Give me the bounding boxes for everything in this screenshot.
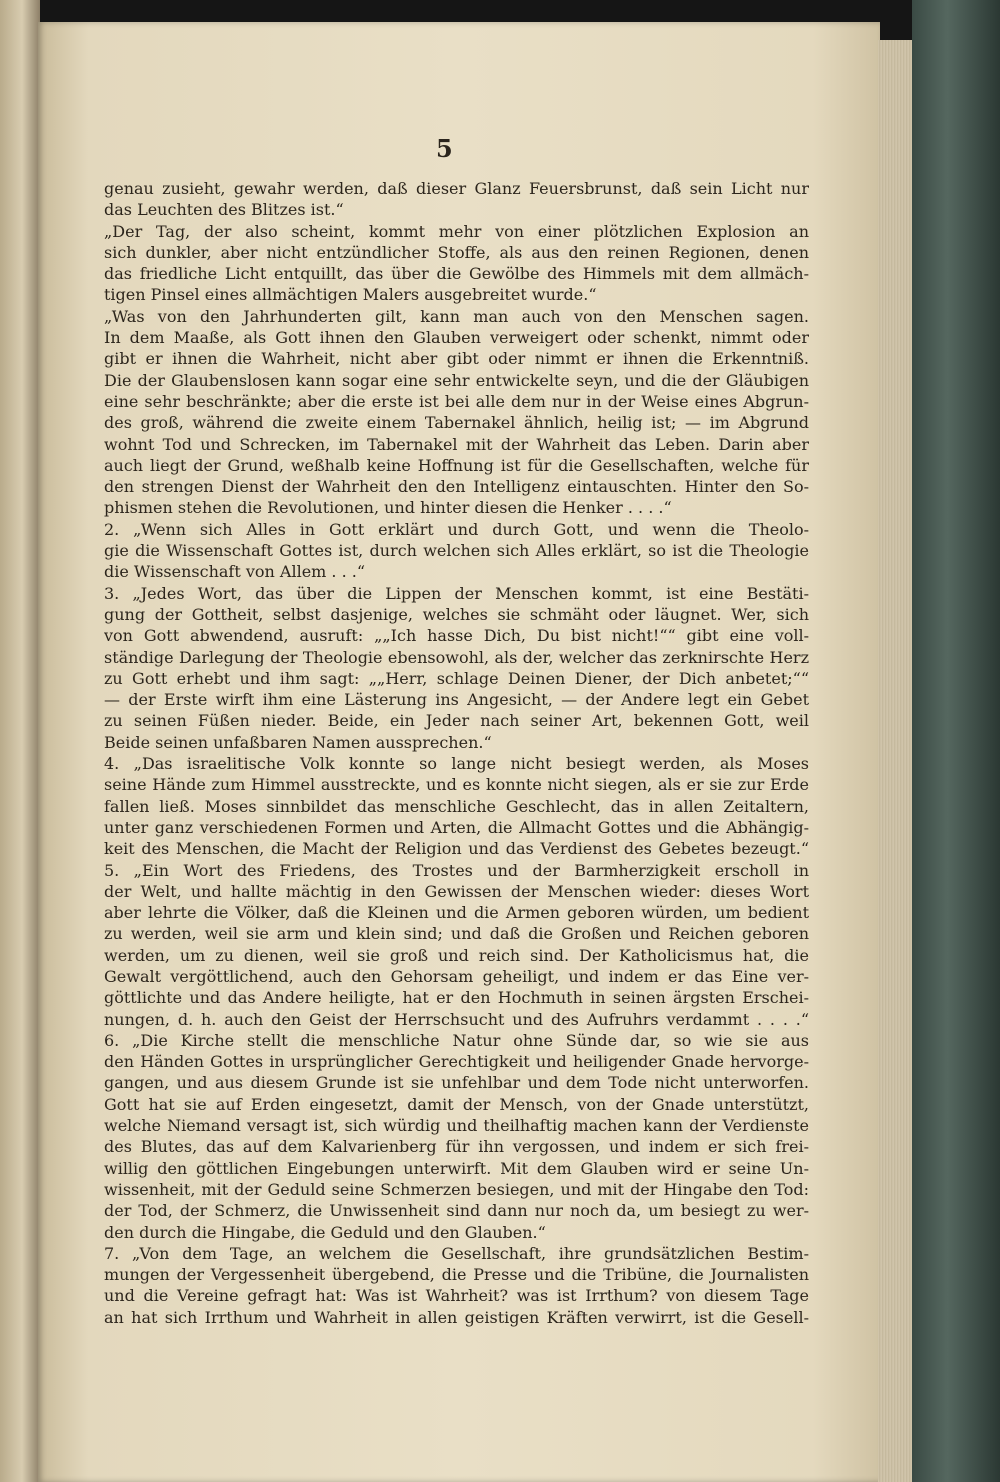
- text-line: „Der Tag, der also scheint, kommt mehr von einer plötzlichen Explosion an: [104, 221, 809, 241]
- text-line: auch liegt der Grund, weßhalb keine Hoffnung ist für die Gesellschaften, welche für: [104, 455, 809, 475]
- text-line: 3. „Jedes Wort, das über die Lippen der Menschen kommt, ist eine Bestäti-: [104, 583, 809, 603]
- text-line: göttlichte und das Andere heiligte, hat er den Hochmuth in seinen ärgsten Erschei-: [104, 988, 809, 1008]
- text-line: gie die Wissenschaft Gottes ist, durch welchen sich Alles erklärt, so ist die Theologie: [104, 541, 809, 561]
- text-line: das friedliche Licht entquillt, das über die Gewölbe des Himmels mit dem allmäch-: [104, 264, 809, 284]
- text-line: — der Erste wirft ihm eine Lästerung ins Angesicht, — der Andere legt ein Gebet: [104, 690, 809, 710]
- text-line: welche Niemand versagt ist, sich würdig und theilhaftig machen kann der Verdienste: [104, 1116, 809, 1136]
- text-line: tigen Pinsel eines allmächtigen Malers ausgebreitet wurde.“: [104, 285, 597, 305]
- text-line: gibt er ihnen die Wahrheit, nicht aber gibt oder nimmt er ihnen die Erkenntniß.: [104, 349, 809, 369]
- text-line: und die Vereine gefragt hat: Was ist Wahrheit? was ist Irrthum? von diesem Tage: [104, 1286, 809, 1306]
- text-line: der Tod, der Schmerz, die Unwissenheit sind dann nur noch da, um besiegt zu wer-: [104, 1201, 809, 1221]
- text-line: werden, um zu dienen, weil sie groß und reich sind. Der Katholicismus hat, die: [104, 945, 809, 965]
- text-line: ständige Darlegung der Theologie ebensowohl, als der, welcher das zerknirschte Herz: [104, 647, 809, 667]
- text-line: seine Hände zum Himmel ausstreckte, und es konnte nicht siegen, als er sie zur Erde: [104, 775, 809, 795]
- text-line: das Leuchten des Blitzes ist.“: [104, 200, 344, 220]
- text-line: fallen ließ. Moses sinnbildet das menschliche Geschlecht, das in allen Zeitaltern,: [104, 796, 809, 816]
- text-line: Beide seinen unfaßbaren Namen aussprechen.“: [104, 732, 492, 752]
- text-line: mungen der Vergessenheit übergebend, die Presse und die Tribüne, die Journalisten: [104, 1265, 809, 1285]
- text-line: gangen, und aus diesem Grunde ist sie unfehlbar und dem Tode nicht unterworfen.: [104, 1073, 809, 1093]
- text-line: aber lehrte die Völker, daß die Kleinen und die Armen geboren würden, um bedient: [104, 903, 809, 923]
- text-line: der Welt, und hallte mächtig in den Gewissen der Menschen wieder: dieses Wort: [104, 881, 809, 901]
- text-line: 4. „Das israelitische Volk konnte so lange nicht besiegt werden, als Moses: [104, 754, 809, 774]
- facing-page-edge: [0, 0, 40, 1482]
- text-line: unter ganz verschiedenen Formen und Arten, die Allmacht Gottes und die Abhängig-: [104, 817, 809, 837]
- text-line: von Gott abwendend, ausruft: „„Ich hasse Dich, Du bist nicht!““ gibt eine voll-: [104, 626, 809, 646]
- text-line: des groß, während die zweite einem Tabernakel ähnlich, heilig ist; — im Abgrund: [104, 413, 809, 433]
- text-line: 5. „Ein Wort des Friedens, des Trostes und der Barmherzigkeit erscholl in: [104, 860, 809, 880]
- book-binding: [912, 0, 1000, 1482]
- text-line: Gott hat sie auf Erden eingesetzt, damit der Mensch, von der Gnade unterstützt,: [104, 1094, 809, 1114]
- text-line: an hat sich Irrthum und Wahrheit in allen geistigen Kräften verwirrt, ist die Gesell-: [104, 1307, 809, 1327]
- text-line: nungen, d. h. auch den Geist der Herrschsucht und des Aufruhrs verdammt . . . .“: [104, 1009, 809, 1029]
- text-line: genau zusieht, gewahr werden, daß dieser Glanz Feuersbrunst, daß sein Licht nur: [104, 179, 809, 198]
- text-line: den durch die Hingabe, die Geduld und den Glauben.“: [104, 1222, 546, 1242]
- text-line: zu seinen Füßen nieder. Beide, ein Jeder nach seiner Art, bekennen Gott, weil: [104, 711, 809, 731]
- text-line: die Wissenschaft von Allem . . .“: [104, 562, 366, 582]
- text-line: „Was von den Jahrhunderten gilt, kann man auch von den Menschen sagen.: [104, 306, 809, 326]
- text-line: keit des Menschen, die Macht der Religion und das Verdienst des Gebetes bezeugt.“: [104, 839, 809, 859]
- text-line: willig den göttlichen Eingebungen unterwirft. Mit dem Glauben wird er seine Un-: [104, 1158, 809, 1178]
- text-line: wissenheit, mit der Geduld seine Schmerzen besiegen, und mit der Hingabe den Tod:: [104, 1179, 809, 1199]
- text-line: zu Gott erhebt und ihm sagt: „„Herr, schlage Deinen Diener, der Dich anbetet;““: [104, 668, 809, 688]
- text-line: Gewalt vergöttlichend, auch den Gehorsam geheiligt, und indem er das Eine ver-: [104, 966, 809, 986]
- text-line: In dem Maaße, als Gott ihnen den Glauben verweigert oder schenkt, nimmt oder: [104, 328, 809, 348]
- text-line: den Händen Gottes in ursprünglicher Gerechtigkeit und heiligender Gnade hervorge-: [104, 1052, 809, 1072]
- text-line: den strengen Dienst der Wahrheit den den Intelligenz eintauschten. Hinter den So-: [104, 477, 809, 497]
- text-line: wohnt Tod und Schrecken, im Tabernakel mit der Wahrheit das Leben. Darin aber: [104, 434, 809, 454]
- body-text: [104, 178, 809, 1328]
- text-line: des Blutes, das auf dem Kalvarienberg für ihn vergossen, und indem er sich frei-: [104, 1137, 809, 1157]
- text-line: gung der Gottheit, selbst dasjenige, welches sie schmäht oder läugnet. Wer, sich: [104, 604, 809, 624]
- text-line: 7. „Von dem Tage, an welchem die Gesellschaft, ihre grundsätzlichen Bestim-: [104, 1243, 809, 1263]
- text-line: sich dunkler, aber nicht entzündlicher Stoffe, als aus den reinen Regionen, denen: [104, 242, 809, 262]
- text-line: 6. „Die Kirche stellt die menschliche Natur ohne Sünde dar, so wie sie aus: [104, 1030, 809, 1050]
- text-line: Die der Glaubenslosen kann sogar eine sehr entwickelte seyn, und die der Gläubigen: [104, 370, 809, 390]
- text-line: zu werden, weil sie arm und klein sind; und daß die Großen und Reichen geboren: [104, 924, 809, 944]
- page-edges: [878, 40, 914, 1482]
- text-line: 2. „Wenn sich Alles in Gott erklärt und durch Gott, und wenn die Theolo-: [104, 519, 809, 539]
- text-line: phismen stehen die Revolutionen, und hinter diesen die Henker . . . .“: [104, 498, 672, 518]
- page-number: 5: [436, 134, 453, 163]
- text-line: eine sehr beschränkte; aber die erste ist bei alle dem nur in der Weise eines Abgrun-: [104, 391, 809, 411]
